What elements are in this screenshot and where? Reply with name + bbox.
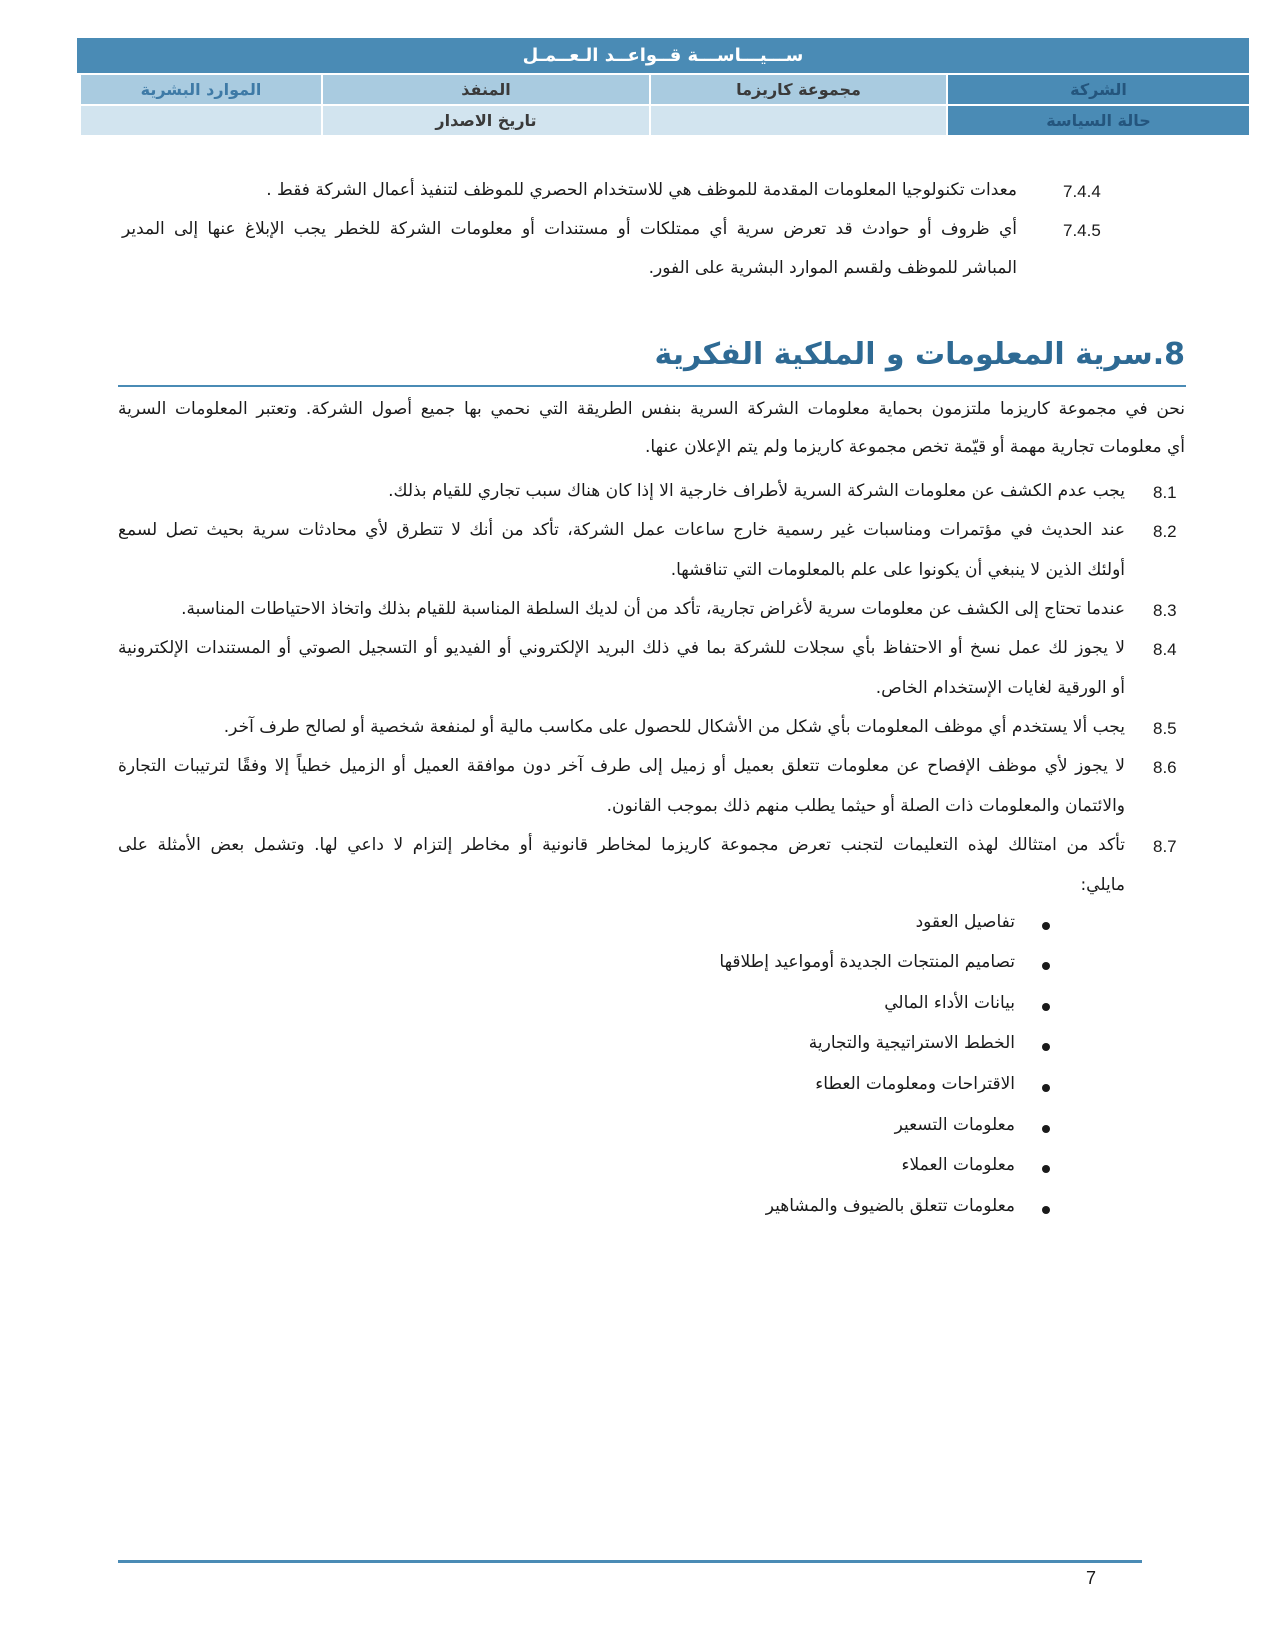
item-text: أي ظروف أو حوادث قد تعرض سرية أي ممتلكات أو مستندات أو معلومات الشركة للخطر يجب الإبلاغ عنها إلى المدير [122, 219, 1017, 239]
item-text: يجب عدم الكشف عن معلومات الشركة السرية لأطراف خارجية الا إذا كان هناك سبب تجاري للقيام بذلك. [388, 481, 1125, 501]
header-row-2 [77, 106, 1249, 135]
footer-rule [118, 1560, 1142, 1563]
item-number: 7.4.5 [1063, 221, 1101, 240]
bullet-icon [1042, 962, 1050, 970]
issue-date-value [81, 106, 321, 135]
item-number: 8.7 [1153, 837, 1177, 856]
bullet-icon [1042, 1003, 1050, 1011]
bullet-icon [1042, 1165, 1050, 1173]
item-text: عندما تحتاج إلى الكشف عن معلومات سرية لأغراض تجارية، تأكد من أن لديك السلطة المناسبة للقيام بذلك واتخاذ الاحتياطات المناسبة. [181, 599, 1125, 619]
item-text: تأكد من امتثالك لهذه التعليمات لتجنب تعرض مجموعة كاريزما لمخاطر قانونية أو مخاطر إلتزام لا داعي لها. وتشمل بعض الأمثلة على [118, 835, 1125, 855]
policy-header-table [77, 38, 1249, 135]
company-label: الشركة [948, 75, 1249, 104]
status-label: حالة السياسة [948, 106, 1249, 135]
intro-text: أي معلومات تجارية مهمة أو قيّمة تخص مجموعة كاريزما ولم يتم الإعلان عنها. [645, 437, 1185, 457]
item-text: يجب ألا يستخدم أي موظف المعلومات بأي شكل من الأشكال للحصول على مكاسب مالية أو لمنفعة شخصية أو لصالح طرف آخر. [223, 717, 1125, 737]
item-number: 8.3 [1153, 601, 1177, 620]
item-text: معدات تكنولوجيا المعلومات المقدمة للموظف هي للاستخدام الحصري للموظف لتنفيذ أعمال الشركة فقط . [266, 180, 1017, 200]
bullet-icon [1042, 1043, 1050, 1051]
heading-underline [118, 385, 1186, 387]
list-item: تفاصيل العقود [915, 912, 1015, 932]
header-row-1 [77, 75, 1249, 104]
item-text: أولئك الذين لا ينبغي أن يكونوا على علم بالمعلومات التي تناقشها. [670, 560, 1125, 580]
bullet-icon [1042, 922, 1050, 930]
item-number: 8.2 [1153, 522, 1177, 541]
list-item: الاقتراحات ومعلومات العطاء [815, 1074, 1015, 1094]
list-item: معلومات العملاء [901, 1155, 1015, 1175]
list-item: بيانات الأداء المالي [884, 993, 1015, 1013]
status-value [651, 106, 946, 135]
section-heading [655, 337, 1185, 372]
item-number: 8.5 [1153, 719, 1177, 738]
page-number: 7 [1086, 1568, 1097, 1588]
item-number: 8.6 [1153, 758, 1177, 777]
issue-date-label: تاريخ الاصدار [323, 106, 649, 135]
list-item: معلومات تتعلق بالضيوف والمشاهير [765, 1196, 1015, 1216]
bullet-icon [1042, 1084, 1050, 1092]
section-number: 8. [1152, 337, 1185, 372]
item-text: لا يجوز لأي موظف الإفصاح عن معلومات تتعلق بعميل أو زميل إلى طرف آخر دون موافقة العميل أو الزميل خطياً إلا وفقًا لترتيبات التجارة [118, 756, 1125, 776]
bullet-icon [1042, 1206, 1050, 1214]
list-item: تصاميم المنتجات الجديدة أومواعيد إطلاقها [719, 952, 1015, 972]
item-text: لا يجوز لك عمل نسخ أو الاحتفاظ بأي سجلات للشركة بما في ذلك البريد الإلكتروني أو الفيديو أو التسجيل الصوتي أو المستندات الإلكترونية [118, 638, 1125, 658]
item-number: 8.4 [1153, 640, 1177, 659]
intro-text: نحن في مجموعة كاريزما ملتزمون بحماية معلومات الشركة السرية بنفس الطريقة التي نحمي بها جميع أصول الشركة. وتعتبر المعلومات السرية [118, 399, 1185, 419]
item-text: المباشر للموظف ولقسم الموارد البشرية على الفور. [648, 258, 1017, 278]
item-text: عند الحديث في مؤتمرات ومناسبات غير رسمية خارج ساعات عمل الشركة، تأكد من أنك لا تتطرق لأي محادثات سرية بحيث تصل لسمع [118, 520, 1125, 540]
item-text: مايلي: [1080, 875, 1125, 895]
section-title: سرية المعلومات و الملكية الفكرية [654, 337, 1153, 372]
item-text: والائتمان والمعلومات ذات الصلة أو حيثما يطلب منهم ذلك بموجب القانون. [606, 796, 1125, 816]
item-text: أو الورقية لغايات الإستخدام الخاص. [875, 678, 1125, 698]
policy-title: ســـيـــاســـة قــواعــد الـعــمـل [77, 38, 1249, 73]
executor-value: الموارد البشرية [81, 75, 321, 104]
item-number: 8.1 [1153, 483, 1177, 502]
executor-label: المنفذ [323, 75, 649, 104]
list-item: معلومات التسعير [894, 1115, 1015, 1135]
item-number: 7.4.4 [1063, 182, 1101, 201]
bullet-icon [1042, 1125, 1050, 1133]
company-value: مجموعة كاريزما [651, 75, 946, 104]
list-item: الخطط الاستراتيجية والتجارية [808, 1033, 1015, 1053]
